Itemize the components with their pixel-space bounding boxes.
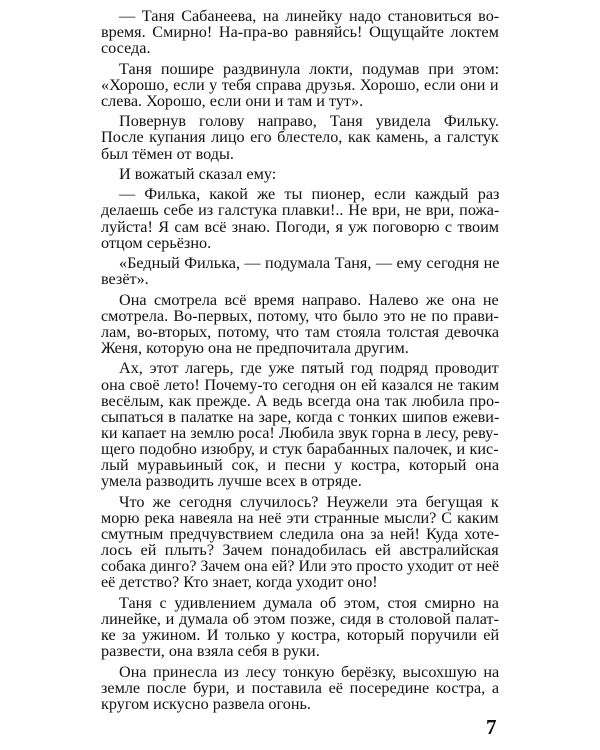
- text-line: весёлым, как прежде. А ведь всегда она так любила про-: [101, 391, 500, 410]
- text-line: время. Смирно! На-пра-во равняйсь! Ощущайте локтем: [101, 23, 499, 42]
- text-line: Она смотрела всё время направо. Налево же она не: [119, 290, 499, 309]
- page-number: 7: [486, 715, 497, 739]
- text-line: отцом серьёзно.: [101, 233, 212, 252]
- text-line: слева. Хорошо, если они и там и тут».: [101, 91, 364, 110]
- text-line: соседа.: [101, 39, 151, 58]
- text-line: Что же сегодня случилось? Неужели эта бегущая к: [119, 492, 499, 511]
- text-line: луйста! Я сам всё знаю. Погоди, я уж поговорю с твоим: [101, 217, 500, 236]
- text-line: линейке, и думала об этом позже, сидя в столовой палат-: [101, 609, 499, 628]
- text-line: Таня с удивлением думала об этом, стоя смирно на: [119, 593, 499, 612]
- text-line: лам, во-вторых, потому, что там стояла толстая девочка: [101, 322, 499, 341]
- text-line: она своё лето! Почему-то сегодня он ей казался не таким: [101, 375, 500, 394]
- text-line: Таня пошире раздвинула локти, подумав при этом:: [119, 59, 500, 78]
- text-line: После купания лицо его блестело, как камень, а галстук: [101, 128, 499, 147]
- text-line: земле после бури, и поставила её посередине костра, а: [101, 678, 500, 697]
- text-line: Женя, которую она не предпочитала другим.: [101, 339, 409, 357]
- text-line: был тёмен от воды.: [101, 144, 234, 163]
- text-line: делаешь себе из галстука плавки!.. Не ври, не ври, пожа-: [101, 201, 500, 220]
- text-line: везёт».: [101, 270, 149, 289]
- text-line: её детство? Кто знает, когда уходит оно!: [101, 573, 378, 592]
- text-line: И вожатый сказал ему:: [119, 164, 277, 183]
- text-line: смотрела. Во-первых, потому, что было это не по прави-: [101, 306, 499, 325]
- text-line: Она принесла из лесу тонкую берёзку, высохшую на: [119, 662, 500, 681]
- text-line: лось ей плыть? Зачем понадобилась ей австралийская: [101, 541, 499, 560]
- text-line: лый муравьиный сок, и песни у костра, который она: [101, 456, 500, 475]
- text-line: собака динго? Зачем она ей? Или это просто уходит от неё: [101, 557, 500, 576]
- text-line: Повернув голову направо, Таня увидела Фильку.: [119, 112, 499, 131]
- text-line: — Филька, какой же ты пионер, если каждый раз: [119, 185, 500, 204]
- text-line: смутным предчувствием следила она за ней! Куда хоте-: [101, 525, 500, 543]
- text-line: кругом искусно развела огонь.: [101, 694, 311, 713]
- text-line: щего подобно изюбру, и стук барабанных палочек, и кис-: [101, 440, 499, 459]
- text-line: Ах, этот лагерь, где уже пятый год подряд проводит: [119, 359, 499, 378]
- text-line: сыпаться в палатке на заре, когда с тонких шипов ежеви-: [101, 407, 500, 426]
- text-line: ки капает на землю роса! Любила звук горна в лесу, реву-: [101, 423, 499, 442]
- text-line: развести, она взяла себя в руки.: [101, 642, 320, 661]
- text-line: — Таня Сабанеева, на линейку надо становиться во-: [119, 7, 500, 25]
- text-line: морю река навеяла на неё эти странные мысли? С каким: [101, 508, 499, 527]
- text-line: «Бедный Филька, — подумала Таня, — ему сегодня не: [119, 254, 500, 272]
- text-line: «Хорошо, если у тебя справа друзья. Хорошо, если они и: [101, 75, 499, 94]
- text-line: ке за ужином. И только у костра, который поручили ей: [101, 626, 500, 645]
- text-line: умела разводить лучше всех в отряде.: [101, 472, 362, 491]
